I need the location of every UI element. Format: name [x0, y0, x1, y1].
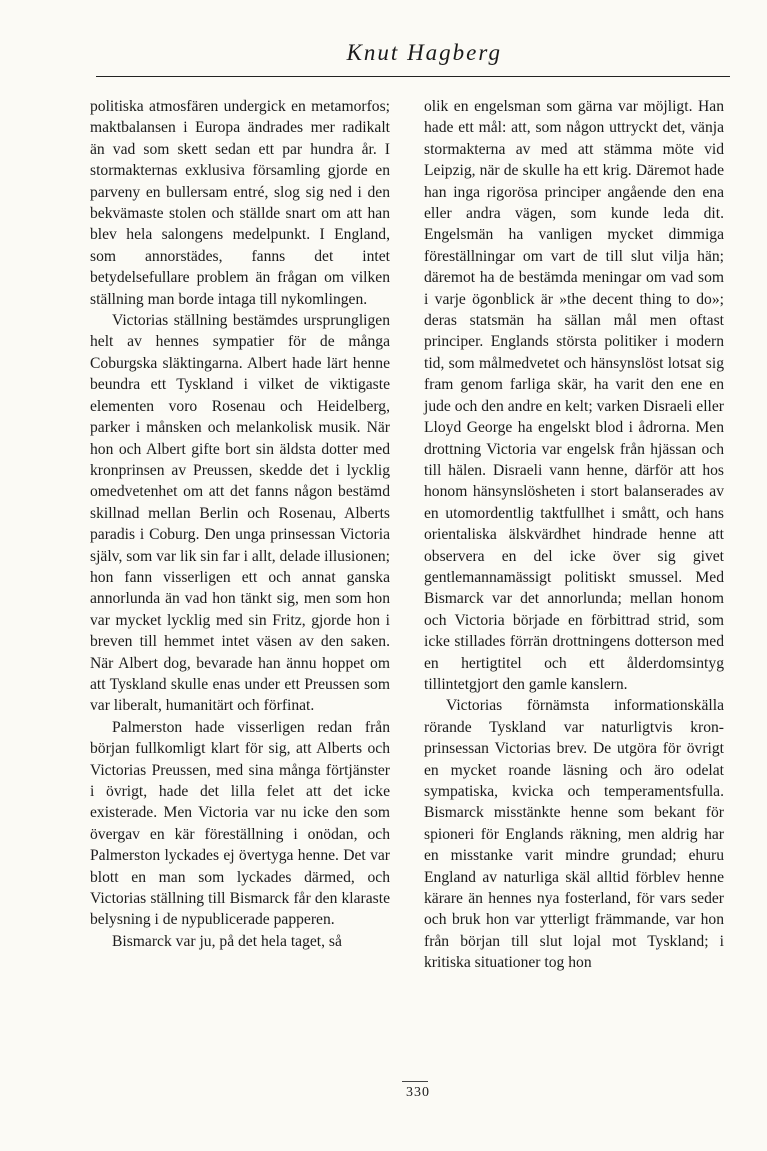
page-number: 330 [406, 1085, 430, 1100]
left-paragraph-3: Palmerston hade visserligen redan från början fullkomligt klart för sig, att Alberts och Victorias Preussen, med sina många förtjänster i övrigt, hade det lilla felet att det icke existerade. Men Victoria var nu icke den som övergav en kär föreställning i onödan, och Palmerston lyckades ej övertyga henne. Det var blott en man som lyckades därmed, och Victorias ställning till Bismarck får den klaraste belysning i de nypublicerade papperen. [90, 718, 390, 929]
running-head: Knut Hagberg [346, 40, 502, 65]
header-rule [96, 76, 730, 77]
left-column [90, 96, 390, 952]
right-paragraph-1: olik en engelsman som gärna var möjligt. Han hade ett mål: att, som någon uttryckt det, vänja stormakterna av med att stämma möte vid Leipzig, när de skulle ha ett krig. Däremot hade han inga rigorösa principer angående den ena eller andra vägen, som kunde leda dit. Engelsmän ha vanligen mycket dimmiga föreställningar om vart de till slut vilja hän; däremot ha de bestämda meningar om vad som i varje ögonblick är »the decent thing to do»; deras statsmän ha sällan mål men oftast principer. Englands största politiker i modern tid, som målmedvetet och hänsynslöst lotsat sig fram genom farliga skär, ha varit den ene en jude och den andre en kelt; varken Disraeli eller Lloyd George ha engelskt blod i ådrorna. Men drottning Victoria var engelsk från hjässan och till hälen. Disraeli vann henne, därför att hos honom hänsynslösheten i stort balanserades av en utomordentlig taktfullhet i smått, och hans orientaliska älskvärdhet hindrade henne att observera en del icke över sig givet gentlemannamässigt politiskt smussel. Med Bismarck var det annorlunda; mellan honom och Victoria började en förbittrad strid, som icke stillades förrän drottningens dotterson med en hertigtitel och ett ålderdomsintyg tillintetgjort den gamle kanslern. [424, 98, 724, 693]
right-column [424, 96, 724, 974]
right-paragraph-2: Victorias förnämsta informationskälla rörande Tyskland var naturligtvis kronprinsessan Victorias brev. De utgöra för övrigt en mycket roande läsning och äro odelat sympatiska, kvicka och temperamentsfulla. Bismarck misstänkte henne som bekant för spioneri för Englands räkning, men aldrig har en misstanke varit mindre grundad; ehuru England av naturliga skäl alltid förblev henne kärare än hennes nya fosterland, för vars seder och bruk hon var ytterligt främmande, var hon från början till slut lojal mot Tyskland; i kritiska situationer tog hon [424, 697, 724, 972]
left-paragraph-4: Bismarck var ju, på det hela taget, så [112, 932, 342, 950]
left-paragraph-2: Victorias ställning bestämdes ursprungligen helt av hennes sympatier för de många Coburgska släktingarna. Albert hade lärt henne beundra ett Tyskland i vilket de viktigaste elementen voro Rosenau och Heidelberg, parker i månsken och melankolisk musik. När hon och Albert gifte bort sin äldsta dotter med kronprinsen av Preussen, skedde det i lycklig omedvetenhet om att det fanns någon bestämd skillnad mellan Berlin och Rosenau, Alberts paradis i Coburg. Den unga prinsessan Victoria själv, som var lik sin far i allt, delade illusionen; hon fann visserligen ett och annat ganska annorlunda än vad hon tänkt sig, men som hon var mycket lycklig med sin Fritz, gjorde hon i breven till hemmet intet väsen av den saken. När Albert dog, bevarade han ännu hoppet om att Tyskland skulle enas under ett Preussen som var liberalt, humanitärt och förfinat. [90, 312, 390, 715]
page-number-rule [402, 1081, 428, 1082]
left-paragraph-1: politiska atmosfären undergick en metamorfos; maktbalansen i Europa ändrades mer radikalt än vad som skett sedan ett par hundra år. I stormakternas exklusiva församling gjorde en parveny en bullersam entré, slog sig ned i den bekvämaste stolen och ställde snart om att han blev hela salongens medelpunkt. I England, som annorstädes, fanns det intet betydelsefullare problem än frågan om vilken ställning man borde intaga till nykomlingen. [90, 98, 390, 308]
